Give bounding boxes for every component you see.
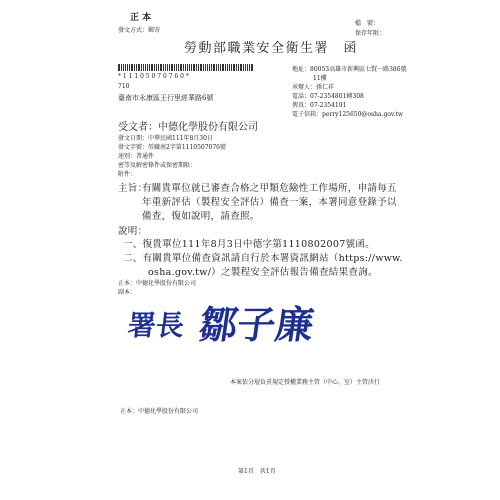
distribution-note: 發文方式：郵寄 (118, 27, 161, 34)
copy-mark: 正 本 (130, 13, 152, 23)
subject-line-2: 年重新評估（製程安全評估）備查一案，本署同意登錄予以 (142, 197, 397, 208)
barcode-bar (231, 64, 232, 71)
barcode-bar (147, 64, 148, 71)
barcode-bar (220, 64, 221, 71)
explanation-item-1: 一、復貴單位111年8月3日中德字第1110802007號函。 (123, 239, 375, 250)
barcode-bar (207, 64, 209, 71)
barcode-bar (196, 64, 198, 71)
barcode-bar (222, 64, 224, 71)
barcode-bar (145, 64, 147, 71)
barcode-bar (245, 64, 246, 71)
barcode-bar (185, 64, 186, 71)
barcode-bar (176, 64, 177, 71)
contact-fax: 傳真：07-2354191 (292, 102, 347, 109)
barcode-bar (238, 64, 240, 71)
barcode-bar (205, 64, 206, 71)
barcode-bar (249, 64, 250, 71)
barcode-bar (216, 64, 218, 71)
barcode-bar (156, 64, 157, 71)
barcode-bar (209, 64, 210, 71)
agency-title: 勞動部職業安全衛生署 函 (184, 41, 359, 56)
barcode-bar (151, 64, 153, 71)
barcode-bar (174, 64, 175, 71)
barcode-bar (183, 64, 184, 71)
subject-label: 主旨： (118, 183, 148, 194)
mail-barcode (118, 64, 253, 71)
attachment-line: 附件： (118, 171, 137, 178)
recipient-line: 受文者：中德化學股份有限公司 (118, 122, 258, 133)
barcode-bar (171, 64, 173, 71)
barcode-bar (227, 64, 229, 71)
barcode-bar (200, 64, 202, 71)
barcode-bar (158, 64, 159, 71)
document-number: 發文字號：勞職南2字第1110507076號 (118, 144, 226, 151)
recipient-address: 臺南市永康區王行里經華路6號 (118, 94, 214, 102)
signature-title: 署長 (126, 309, 186, 342)
barcode-bar (118, 64, 120, 71)
page-number: 第1頁 共1頁 (238, 468, 276, 475)
agency-address-line1: 地址：80053高雄市新興區七賢一路386號 (292, 66, 407, 73)
classification: 密等及解密條件或保密期限： (118, 162, 197, 169)
barcode-bar (233, 64, 235, 71)
barcode-bar (123, 64, 124, 71)
barcode-bar (213, 64, 215, 71)
barcode-bar (193, 64, 195, 71)
barcode-bar (203, 64, 204, 71)
barcode-bar (251, 64, 253, 71)
barcode-bar (160, 64, 162, 71)
barcode-bar (129, 64, 130, 71)
barcode-bar (189, 64, 190, 71)
agency-address-line2: 11樓 (313, 75, 327, 82)
barcode-bar (218, 64, 219, 71)
subject-line-3: 備查，復如說明，請查照。 (142, 211, 260, 222)
file-number-label: 檔 號： (355, 20, 380, 27)
barcode-bar (180, 64, 182, 71)
contact-email: 電子信箱：perry125650@osha.gov.tw (292, 111, 404, 118)
contact-phone: 電話：07-2354801轉308 (292, 93, 364, 100)
delivery-speed: 速別：普通件 (118, 153, 155, 160)
contact-person: 承辦人：孫仁祥 (292, 84, 335, 91)
issue-date: 發文日期：中華民國111年8月30日 (118, 135, 213, 142)
barcode-bar (141, 64, 142, 71)
barcode-bar (165, 64, 167, 71)
barcode-bar (178, 64, 180, 71)
barcode-bar (154, 64, 156, 71)
barcode-bar (127, 64, 128, 71)
delegation-note: 本案依分層負責規定授權業務主管（中心、室）主管決行 (230, 379, 381, 386)
original-to: 正本：中德化學股份有限公司 (118, 280, 197, 287)
barcode-bar (225, 64, 226, 71)
barcode-bar (229, 64, 230, 71)
barcode-bar (136, 64, 138, 71)
barcode-bar (247, 64, 249, 71)
barcode-bar (121, 64, 122, 71)
retention-label: 保存年限： (355, 30, 386, 37)
barcode-bar (169, 64, 170, 71)
barcode-bar (240, 64, 242, 71)
barcode-bar (163, 64, 164, 71)
barcode-bar (198, 64, 199, 71)
barcode-bar (134, 64, 135, 71)
subject-line-1: 有關貴單位就已審查合格之甲類危險性工作場所，申請每五 (142, 183, 397, 194)
explanation-label: 說明： (118, 226, 148, 237)
postal-code: 710 (118, 83, 130, 90)
barcode-bar (236, 64, 237, 71)
explanation-item-2: 二、有關貴單位備查資訊請自行於本署資訊網站（https://www. (123, 253, 403, 264)
barcode-bar (131, 64, 133, 71)
footer-recipient: 正本：中德化學股份有限公司 (120, 408, 199, 415)
barcode-bar (211, 64, 212, 71)
barcode-bar (143, 64, 144, 71)
barcode-bar (191, 64, 192, 71)
barcode-bar (125, 64, 127, 71)
barcode-bar (243, 64, 244, 71)
barcode-text: * 1 1 1 0 5 0 7 0 7 6 0 * (118, 73, 189, 80)
barcode-bar (167, 64, 168, 71)
explanation-item-2-cont: osha.gov.tw/）之製程安全評估報告備查結果查詢。 (148, 267, 378, 278)
barcode-bar (138, 64, 140, 71)
barcode-bar (149, 64, 150, 71)
barcode-bar (187, 64, 189, 71)
signature-name: 鄒子廉 (196, 302, 317, 347)
copy-to: 副本： (118, 289, 137, 296)
